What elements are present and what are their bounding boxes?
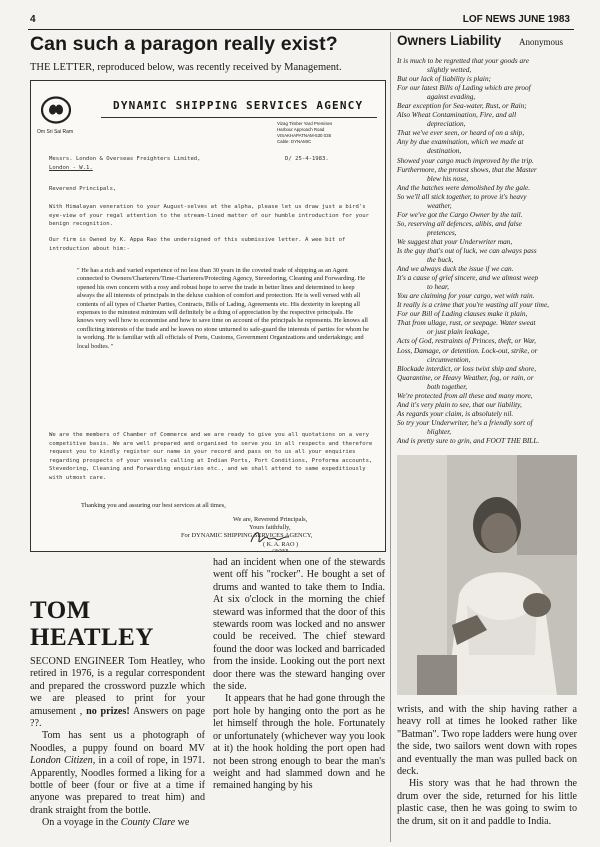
tom-column-1: SECOND ENGINEER Tom Heatley, who retired in 1976, is a regular correspondent and prepared the crossword puzzle which we are pleased to print for your amusement , no prizes! Answers on page ??. Tom has sent us a photograph of Noodles, a puppy found on board MV London Citizen, in a coil of rope, in 1971. Apparently, Noodles formed a liking for a bottle of beer (four or five at a time if anyone was prepared to treat him) and drank straight from the bottle. On a voyage in the County Clare we	[30, 656, 206, 829]
poem-line: Blockade interdict, or loss twixt ship and shore,	[397, 363, 537, 373]
poem-line: Bear exception for Sea-water, Rust, or Rain;	[397, 101, 527, 111]
poem-line: We suggest that your Underwriter man,	[397, 236, 513, 246]
company-rule	[101, 117, 377, 118]
poem-line: Any by due examination, which we made at	[397, 137, 524, 147]
poem-line: Loss, Damage, or detention. Lock-out, strike, or	[397, 345, 538, 355]
poem-line: So try your Underwriter, he's a friendly sort of	[397, 417, 533, 427]
letter-date: D/ 25-4-1983.	[285, 156, 329, 162]
poem-line: And it's very plain to see, that our liability,	[397, 399, 522, 409]
tom-column-3: wrists, and with the ship having rather a heavy roll at times he looked rather like "Batman". Two rope ladders were hung over the side, two sailors went down with ropes and eventually the man was pulled back on deck. His story was that he had thrown the drum over the side, returned for his little plastic case, then he was going to swim to the drum, sit on it and paddle to India.	[397, 704, 577, 827]
poem-text	[397, 56, 577, 445]
header-rule	[28, 29, 574, 30]
poem-line: the buck,	[427, 255, 454, 265]
poem-line: Also Wheat Contamination, Fire, and all	[397, 110, 517, 120]
poem-line: destination,	[427, 146, 462, 156]
letter-paragraph-2: Our firm is Owned by K. Appa Rao the undersigned of this submissive letter. A wee bit of introduction about him:-	[49, 237, 346, 252]
poem-line: We're protected from all these and many more,	[397, 390, 533, 400]
letter-thanks: Thanking you and assuring our best services at all times,	[81, 502, 226, 509]
poem-line: It is much to be regretted that your goods are	[397, 56, 529, 65]
poem-line: And the hatches were demolished by the gale.	[397, 182, 531, 192]
salutation: Reverend Principals,	[49, 186, 117, 192]
column-rule	[390, 32, 391, 842]
poem-line: Acts of God, restraints of Princes, theft, or War,	[397, 336, 536, 346]
poem-line: weather,	[427, 200, 452, 210]
poem-author: Anonymous	[519, 37, 564, 47]
poem-line: For we've got the Cargo Owner by the tail.	[397, 209, 523, 219]
poem-line: blew his nose,	[427, 173, 469, 183]
letter-quote: " He has a rich and varied experience of no less than 30 years in the coveted trade of shipping as an Agent connected to Owners/Charterers/Time-Charterers/Protecting Agency, Stevedoring, Cleaning and Forwarding. He opened his own concern with a rosy and robust hope to serve the trade in better lines and determined to keep always the all interests of principals in the deluxe cushion of comfort and protection. He is well versed with all contents of all types of Charter Parties, Contracts, Bills of Lading, Agreements etc. His dexterity in keeping all expenses to the minutest minimum will definitely be a thing of appreciation by the respective principals. He knows very well how to economise and how to save time on account of the principals he represents. He knows all conflicting interests of the trade and he leaves no stone unturned to safe-guard the interests of parties for whom he is working. He is familiar with all officials of Ports, Customs, Government Organizations and undertakings; and local bodies. "	[77, 267, 369, 350]
poem-line: That we've ever seen, or heard of on a ship,	[397, 128, 525, 138]
poem-title: Owners Liability	[397, 33, 502, 48]
poem-line: Showed your cargo much improved by the trip.	[397, 155, 534, 165]
poem-line: Furthermore, the protest shows, that the Master	[397, 164, 537, 174]
page-number: 4	[30, 14, 36, 25]
poem-line: blighter,	[427, 426, 452, 436]
headline: Can such a paragon really exist?	[30, 33, 338, 55]
letter-image	[30, 80, 386, 552]
tom-column-2: had an incident when one of the stewards went off his "rocker". He bought a set of drums and wanted to take them to India. At six o'clock in the morning the chief steward was informed that the door of this stewards room was locked and no answer could be received. The chief steward found the door was locked and barricaded from the inside. Looking out the port next door there was the steward hanging over the side. It appears that he had gone through the port hole by hanging onto the port as he let himself through the hole. Fortunately or unfortunately (whichever way you look at it) the hook holding the port open had not been strong enough to bear the man's weight and had slammed down and he remained hanging by his	[213, 557, 385, 792]
logo-caption: Om Sri Sai Ram	[37, 129, 74, 135]
poem-line: both together,	[427, 381, 468, 391]
poem-line: It's a cause of grief sincere, and we almost weep	[397, 273, 539, 283]
poem-line: So we'll all stick together, to prove it's heavy	[397, 191, 527, 201]
poem-line: So, reserving all defences, alibis, and false	[397, 218, 522, 228]
photo-image	[397, 455, 577, 695]
poem-line: to hear,	[427, 282, 449, 292]
poem-line: slightly wetted,	[427, 65, 472, 75]
letter-signoff: We are, Reverend Principals, Yours faithfully, For DYNAMIC SHIPPING SERVICES AGENCY,	[181, 516, 313, 540]
poem-line: That from ullage, rust, or seepage. Water sweat	[397, 318, 536, 328]
letter-paragraph-3: We are the members of Chamber of Commerce and we are ready to give you all quotations on a very competitive basis. We are well prepared and organised to serve you in all respects and therefore request you to kindly register our name in your record and pass on to us all your enquiries regarding prospects of your vessels calling at Indian Ports, Port Conditions, Proforma accounts, Stevedoring, Cleaning and Forwarding enquiries etc., and we shall attend to same expeditiously with utmost care.	[49, 432, 373, 481]
poem-line: circumvention,	[427, 354, 471, 364]
steward-photo	[397, 455, 577, 695]
poem-line: For our Bill of Lading clauses make it plain,	[397, 309, 528, 319]
poem-line: Quarantine, or Heavy Weather, fog, or rain, or	[397, 372, 534, 382]
company-address: Vizag Timber Yard Premises Harbour Approach Road VISAKHAPATNAM-530 035 Cable: DYNAMIC	[277, 121, 333, 144]
letter-paragraph-1: With Himalayan veneration to your August-selves at the alpha, please let us draw just a bird's eye-view of your regal attention to the stream-lined matter of our humble introduction for your benign recognition.	[49, 204, 369, 228]
subline: THE LETTER, reproduced below, was recently received by Management.	[30, 62, 342, 73]
issue-header: LOF NEWS JUNE 1983	[462, 14, 570, 25]
poem-line: depreciation,	[427, 119, 466, 129]
recipient: Messrs. London & Overseas Freighters Limited, London - W.1.	[49, 156, 201, 171]
poem-line: It really is a crime that you're wasting all your time,	[397, 300, 550, 310]
letter-signer: ( K. A. RAO ) OWNER	[263, 541, 299, 552]
poem-line: pretences,	[427, 227, 457, 237]
poem-line: Is the guy that's out of luck, we can always pass	[397, 245, 537, 255]
poem-line: As regards your claim, is absolutely nil.	[397, 408, 514, 418]
poem-line: And is pretty sure to grin, and FOOT THE BILL.	[397, 435, 540, 445]
company-name: DYNAMIC SHIPPING SERVICES AGENCY	[113, 99, 364, 112]
poem-line: or just plain leakage,	[427, 327, 490, 337]
tom-heatley-title: TOM HEATLEY	[30, 597, 154, 651]
poem-line: But our lack of liability is plain;	[397, 74, 492, 84]
poem-line: against evading,	[427, 92, 476, 102]
poem-line: For our latest Bills of Lading which are proof	[397, 83, 531, 93]
poem-line: And we always duck the issue if we can.	[397, 264, 514, 274]
poem-line: You are claiming for your cargo, wet with rain.	[397, 291, 535, 301]
company-logo-icon	[41, 95, 71, 125]
